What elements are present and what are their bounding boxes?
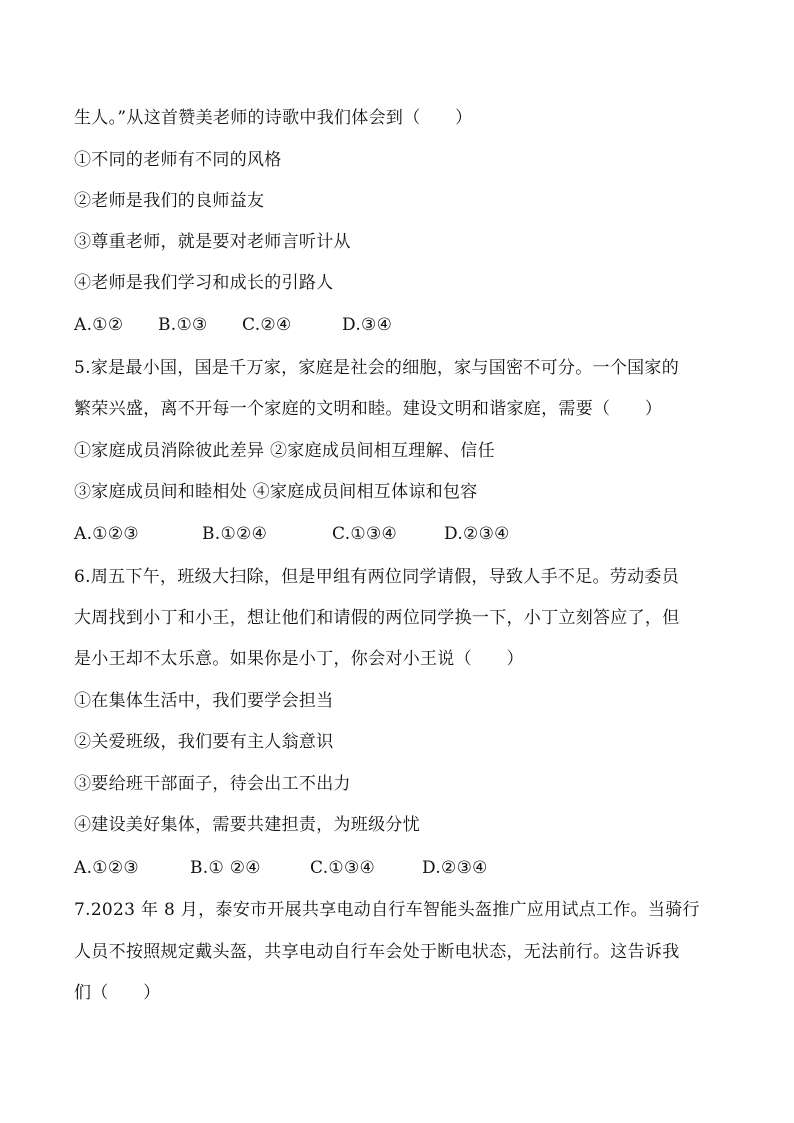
q7-stem-line-1: 7.2023 年 8 月，泰安市开展共享电动自行车智能头盔推广应用试点工作。当骑行: [74, 900, 700, 920]
q5-option-c: C.①③④: [332, 524, 398, 544]
q5-options: [74, 522, 734, 546]
q5-item-line-2: ③家庭成员间和睦相处 ④家庭成员间相互体谅和包容: [74, 482, 478, 502]
q4-option-c: C.②④: [242, 315, 292, 335]
q6-item-2: ②关爱班级，我们要有主人翁意识: [74, 732, 334, 752]
q6-options: [74, 856, 734, 880]
q4-item-1: ①不同的老师有不同的风格: [74, 150, 282, 170]
q4-option-d: D.③④: [342, 315, 393, 335]
q4-option-b: B.①③: [158, 315, 208, 335]
q6-option-b: B.① ②④: [190, 858, 261, 878]
q4-stem-tail: 生人。”从这首赞美老师的诗歌中我们体会到（ ）: [74, 108, 473, 128]
q4-option-a: A.①②: [74, 315, 124, 335]
q6-item-3: ③要给班干部面子，待会出工不出力: [74, 774, 351, 794]
q4-options: [74, 313, 734, 337]
q6-item-4: ④建设美好集体，需要共建担责，为班级分忧: [74, 815, 420, 835]
q5-stem-line-2: 繁荣兴盛，离不开每一个家庭的文明和睦。建设文明和谐家庭，需要（ ）: [74, 399, 663, 419]
q5-option-b: B.①②④: [202, 524, 268, 544]
q5-option-a: A.①②③: [74, 524, 139, 544]
q4-item-3: ③尊重老师，就是要对老师言听计从: [74, 232, 351, 252]
q5-stem-line-1: 5.家是最小国，国是千万家，家庭是社会的细胞，家与国密不可分。一个国家的: [74, 358, 680, 378]
q7-stem-line-2: 人员不按照规定戴头盔，共享电动自行车会处于断电状态，无法前行。这告诉我: [74, 942, 680, 962]
q6-stem-line-2: 大周找到小丁和小王，想让他们和请假的两位同学换一下，小丁立刻答应了，但: [74, 608, 680, 628]
q6-option-d: D.②③④: [422, 858, 488, 878]
q5-option-d: D.②③④: [444, 524, 510, 544]
q7-stem-line-3: 们（ ）: [74, 983, 161, 1003]
q6-stem-line-1: 6.周五下午，班级大扫除，但是甲组有两位同学请假，导致人手不足。劳动委员: [74, 567, 680, 587]
q6-item-1: ①在集体生活中，我们要学会担当: [74, 691, 334, 711]
q6-option-a: A.①②③: [74, 858, 139, 878]
q6-option-c: C.①③④: [310, 858, 376, 878]
q4-item-2: ②老师是我们的良师益友: [74, 191, 265, 211]
q5-item-line-1: ①家庭成员消除彼此差异 ②家庭成员间相互理解、信任: [74, 441, 495, 461]
q6-stem-line-3: 是小王却不太乐意。如果你是小丁，你会对小王说（ ）: [74, 649, 524, 669]
q4-item-4: ④老师是我们学习和成长的引路人: [74, 273, 334, 293]
